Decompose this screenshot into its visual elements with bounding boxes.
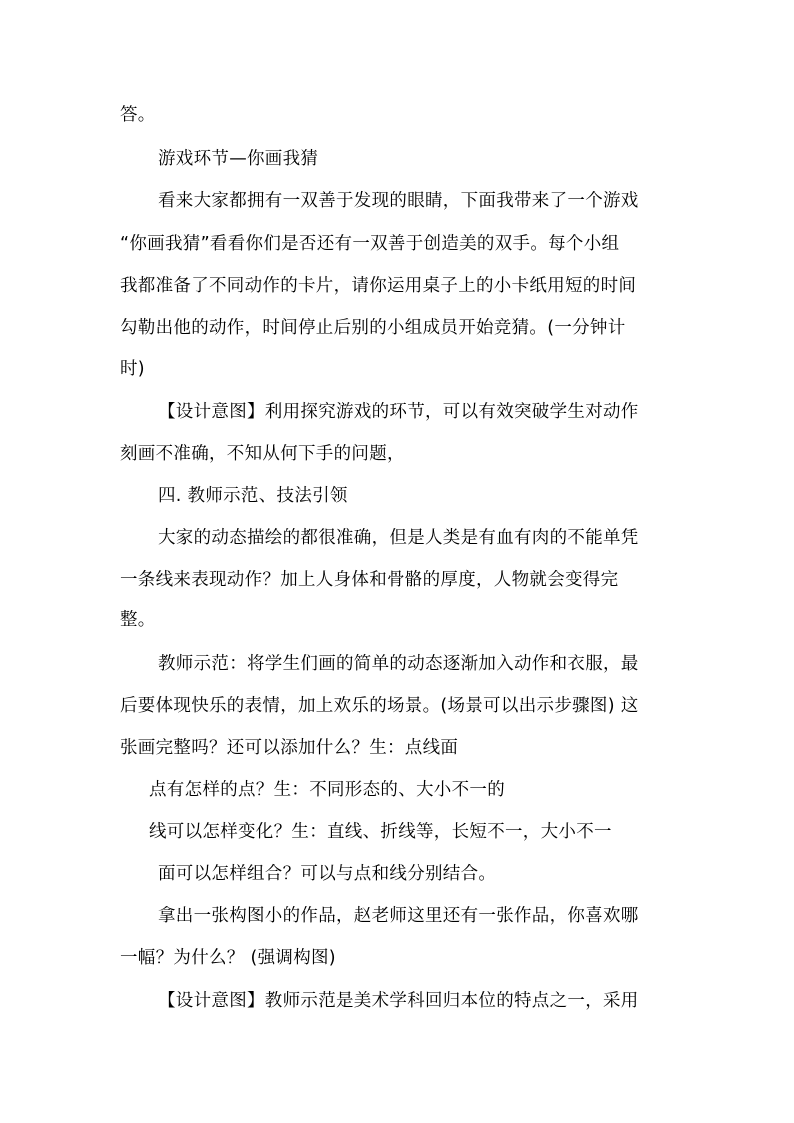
paragraph-line: “你画我猜”看看你们是否还有一双善于创造美的双手。每个小组 [120,234,620,254]
paragraph-line: 时) [120,359,145,379]
paragraph-line: 勾勒出他的动作，时间停止后别的小组成员开始竞猜。(一分钟计 [120,318,626,338]
design-intent-line: 刻画不准确，不知从何下手的问题， [120,444,405,464]
paragraph-line: 教师示范：将学生们画的简单的动态逐渐加入动作和衣服，最 [158,654,639,674]
qa-line-plane: 面可以怎样组合？可以与点和线分别结合。 [158,864,497,884]
text-line-answer-end: 答。 [120,105,156,125]
paragraph-line: 拿出一张构图小的作品，赵老师这里还有一张作品，你喜欢哪 [158,906,639,926]
section-heading-demo: 四. 教师示范、技法引领 [158,486,348,506]
paragraph-line: 我都准备了不同动作的卡片，请你运用桌子上的小卡纸用短的时间 [120,276,637,296]
design-intent-line: 【设计意图】利用探究游戏的环节，可以有效突破学生对动作 [158,402,639,422]
paragraph-line: 大家的动态描绘的都很准确，但是人类是有血有肉的不能单凭 [158,528,639,548]
section-heading-game: 游戏环节—你画我猜 [158,149,319,169]
paragraph-line: 整。 [120,610,156,630]
paragraph-line: 张画完整吗？还可以添加什么？生：点线面 [120,738,459,758]
qa-line-line: 线可以怎样变化？生：直线、折线等，长短不一，大小不一 [149,822,612,842]
paragraph-line: 后要体现快乐的表情，加上欢乐的场景。(场景可以出示步骤图) 这 [120,696,639,716]
paragraph-line: 看来大家都拥有一双善于发现的眼睛，下面我带来了一个游戏 [158,191,639,211]
design-intent-line: 【设计意图】教师示范是美术学科回归本位的特点之一，采用 [158,991,639,1011]
paragraph-line: 一幅？为什么？ (强调构图) [120,948,336,968]
paragraph-line: 一条线来表现动作？加上人身体和骨骼的厚度，人物就会变得完 [120,570,619,590]
qa-line-point: 点有怎样的点？生：不同形态的、大小不一的 [149,780,505,800]
